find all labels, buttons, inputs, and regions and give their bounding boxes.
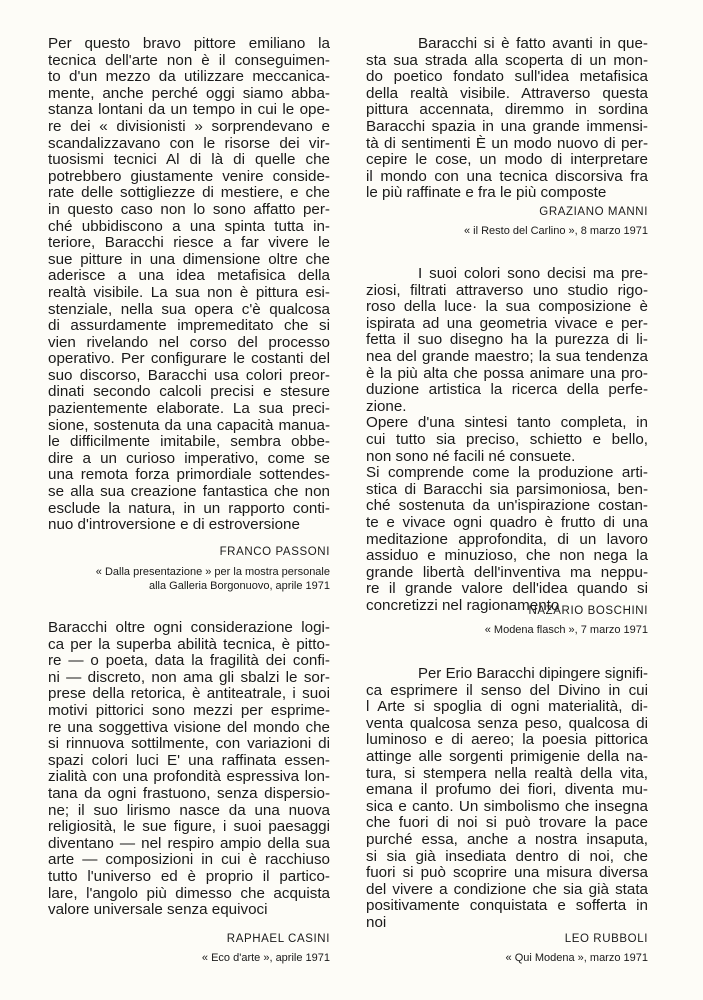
text-line: fetta il suo disegno ha la purezza di li- <box>366 331 648 349</box>
text-line: sione, sostenuta da una capacità manua- <box>48 416 330 434</box>
text-line: assiduo e minuzioso, che non nega la <box>366 547 648 565</box>
text-line: tura, si stempera nella realtà della vita, <box>366 764 648 782</box>
review-source: « Eco d'arte », aprile 1971 <box>201 952 330 964</box>
signature-rubboli <box>506 932 648 966</box>
text-line: realtà visibile. La sua non è pittura esi- <box>48 283 330 301</box>
text-line: re — o poeta, data la fragilità dei confi- <box>48 652 330 670</box>
text-line: emana il profumo dei fiori, diventa mu- <box>366 781 648 799</box>
text-line: ispirata ad una geometria vivace e per- <box>366 314 648 332</box>
text-line: tà di sentimenti È un modo nuovo di per- <box>366 134 648 152</box>
text-line: prese della retorica, è antiteatrale, i suoi <box>48 685 330 703</box>
text-line: Opere d'una sintesi tanto completa, in <box>366 414 648 432</box>
text-line: sica e canto. Un simbolismo che insegna <box>366 797 648 815</box>
signature-manni <box>464 205 648 239</box>
text-line: Baracchi si è fatto avanti in que- <box>418 35 648 52</box>
text-line: pazientemente elaborate. La sua preci- <box>48 400 330 418</box>
review-source: alla Galleria Borgonuovo, aprile 1971 <box>148 579 330 592</box>
text-line: Baracchi oltre ogni considerazione logi- <box>48 619 330 636</box>
text-line: mente, anche perché oggi siamo abba- <box>48 84 330 102</box>
text-line: che fuori di noi si può trovare la pace <box>366 814 648 832</box>
review-author: RAPHAEL CASINI <box>226 933 330 945</box>
text-line: religiosità, le sue figure, i suoi paesaggi <box>48 818 330 836</box>
text-line: ché sostenuta da un'ispirazione costan- <box>366 497 648 515</box>
text-line: ché ubbidiscono a una spinta tutta in- <box>48 217 330 235</box>
text-line: arte — composizioni in cui è racchiuso <box>48 851 330 869</box>
text-line: ni — discreto, non ama gli sbalzi le sor- <box>48 668 330 686</box>
text-line: roso della luce· la sua composizione è <box>366 298 648 316</box>
text-line: ziosi, filtrati attraverso uno studio rigo- <box>366 281 648 299</box>
text-line: stenziale, nella sua opera c'è qualcosa <box>48 300 330 318</box>
review-manni-text <box>366 36 648 202</box>
signature-boschini <box>485 604 648 638</box>
text-line: motivi pittorici sono mezzi per esprime- <box>48 701 330 719</box>
signature-casini <box>202 932 330 966</box>
review-boschini-text <box>366 266 648 614</box>
text-line: il mondo con una tecnica discorsiva fra <box>366 167 648 185</box>
text-line: se alla sua creazione fantastica che non <box>48 483 330 501</box>
text-line: spazi colori luci E' una raffinata essen- <box>48 751 330 769</box>
text-line: del vivere a condizione che sia già stata <box>366 880 648 898</box>
review-manni <box>366 36 648 202</box>
text-line: to d'un mezzo da utilizzare meccanica- <box>48 68 330 86</box>
review-author: GRAZIANO MANNI <box>539 206 648 218</box>
text-line: do poetico fondato sull'idea metafisica <box>366 68 648 86</box>
text-line: Per questo bravo pittore emiliano la <box>48 35 330 52</box>
text-line: dire a un curioso imperativo, come se <box>48 449 330 467</box>
text-line: zione. <box>366 397 407 415</box>
text-line: re una soggettiva visione del mondo che <box>48 718 330 736</box>
signature-passoni <box>96 545 330 593</box>
text-line: in questo caso non lo sono affatto per- <box>48 200 330 218</box>
text-line: re dei « divisionisti » sorprendevano e <box>48 117 330 135</box>
text-line: pittura accennata, diremmo in sordina <box>366 101 648 119</box>
review-author: LEO RUBBOLI <box>564 933 648 945</box>
text-line: potrebbero giustamente venire conside- <box>48 167 330 185</box>
text-line: scandalizzavano con le risorse dei vir- <box>48 134 330 152</box>
review-source: « il Resto del Carlino », 8 marzo 1971 <box>463 225 648 237</box>
text-line: Per Erio Baracchi dipingere signifi- <box>418 665 648 682</box>
right-column <box>366 0 648 1000</box>
text-line: I suoi colori sono decisi ma pre- <box>418 265 648 282</box>
review-boschini <box>366 266 648 614</box>
text-line: operativo. Per configurare le costanti del <box>48 350 330 368</box>
text-line: vien rivelando nel corso del processo <box>48 333 330 351</box>
text-line: fuori si può scoprire una misura diversa <box>366 864 648 882</box>
text-line: si sia già insediata dentro di noi, che <box>366 847 648 865</box>
text-line: le difficilmente imitabile, sembra obbe- <box>48 433 330 451</box>
text-line: non sono né facili né consuete. <box>366 447 576 465</box>
text-line: zialità con una profondità espressiva lon- <box>48 768 330 786</box>
review-source: « Qui Modena », marzo 1971 <box>505 952 648 964</box>
text-line: della realtà visibile. Attraverso questa <box>366 84 648 102</box>
text-line: stica di Baracchi sia parsimoniosa, ben- <box>366 480 648 498</box>
text-line: ne; il suo lirismo nasce da una nuova <box>48 801 330 819</box>
text-line: valore universale senza equivoci <box>48 901 268 919</box>
review-author: NAZARIO BOSCHINI <box>528 605 648 617</box>
text-line: re il grande valore dell'idea quando si <box>366 580 648 598</box>
text-line: suo discorso, Baracchi usa colori preor- <box>48 366 330 384</box>
text-line: tana da ogni frastuono, senza dispersio- <box>48 784 330 802</box>
text-line: tuosismi tecnici Al di là di quelle che <box>48 151 330 169</box>
text-line: grande libertà dell'inventiva ma neppu- <box>366 563 648 581</box>
text-line: sta sua strada alla scoperta di un mon- <box>366 51 648 69</box>
text-line: stanza lontani da un tempo in cui le ope- <box>48 101 330 119</box>
text-line: esclude la natura, in un rapporto conti- <box>48 499 330 517</box>
review-rubboli-text <box>366 666 648 932</box>
text-line: purché essa, anche a nostra insaputa, <box>366 830 648 848</box>
text-line: rate delle sottigliezze di mestiere, e che <box>48 184 330 202</box>
text-line: nuo d'introversione e di estroversione <box>48 516 300 534</box>
text-line: venta qualcosa senza peso, qualcosa di <box>366 714 648 732</box>
text-line: aderisce a una idea metafisica della <box>48 267 330 285</box>
review-source: « Dalla presentazione » per la mostra personale <box>95 566 330 578</box>
review-passoni-text <box>48 36 330 534</box>
review-source: « Modena flasch », 7 marzo 1971 <box>484 624 648 636</box>
review-casini-text <box>48 620 330 919</box>
text-line: concretizzi nel ragionamento <box>366 596 560 614</box>
text-line: meditazione approfondita, di un lavoro <box>366 530 648 548</box>
left-column <box>48 0 330 1000</box>
text-line: duzione artistica la ricerca della perfe- <box>366 381 648 399</box>
review-casini <box>48 620 330 919</box>
text-line: le più raffinate e fra le più composte <box>366 184 607 202</box>
text-line: ca esprimere il senso del Divino in cui <box>366 681 648 699</box>
text-line: di assurdamente impremeditato che si <box>48 317 330 335</box>
text-line: ca per la superba abilità tecnica, è pitto- <box>48 635 330 653</box>
text-line: Baracchi spazia in una grande immensi- <box>366 117 648 135</box>
text-line: cui tutto sia preciso, schietto e bello, <box>366 430 648 448</box>
text-line: tutto l'universo ed è proprio il partico- <box>48 867 330 885</box>
text-line: si rinnuova sottilmente, con variazioni di <box>48 735 330 753</box>
text-line: teriore, Baracchi riesce a far vivere le <box>48 234 330 252</box>
text-line: attinge alle sorgenti primigenie della na- <box>366 747 648 765</box>
text-line: te e vivace ogni quadro è frutto di una <box>366 513 648 531</box>
text-line: dinati secondo calcoli precisi e stesure <box>48 383 330 401</box>
text-line: noi <box>366 913 387 931</box>
text-line: nea del grande maestro; la sua tendenza <box>366 347 648 365</box>
text-line: l Arte si spoglia di ogni materialità, di- <box>366 698 648 716</box>
review-author: FRANCO PASSONI <box>219 546 330 558</box>
text-line: una remota forza primordiale sottendes- <box>48 466 330 484</box>
text-line: diventano — nel respiro ampio della sua <box>48 834 330 852</box>
text-line: è la più alta che possa animare una pro- <box>366 364 648 382</box>
text-line: luminoso e di aereo; la poesia pittorica <box>366 731 648 749</box>
text-line: cepire le cose, un modo di interpretare <box>366 151 648 169</box>
review-passoni <box>48 36 330 534</box>
text-line: positivamente conquistata e sofferta in <box>366 897 648 915</box>
text-line: lare, l'angolo più dimesso che acquista <box>48 884 330 902</box>
text-line: tecnica dell'arte non è il conseguimen- <box>48 51 330 69</box>
text-line: Si comprende come la produzione arti- <box>366 464 648 482</box>
review-rubboli <box>366 666 648 932</box>
text-line: sue pitture in una dimensione oltre che <box>48 250 330 268</box>
